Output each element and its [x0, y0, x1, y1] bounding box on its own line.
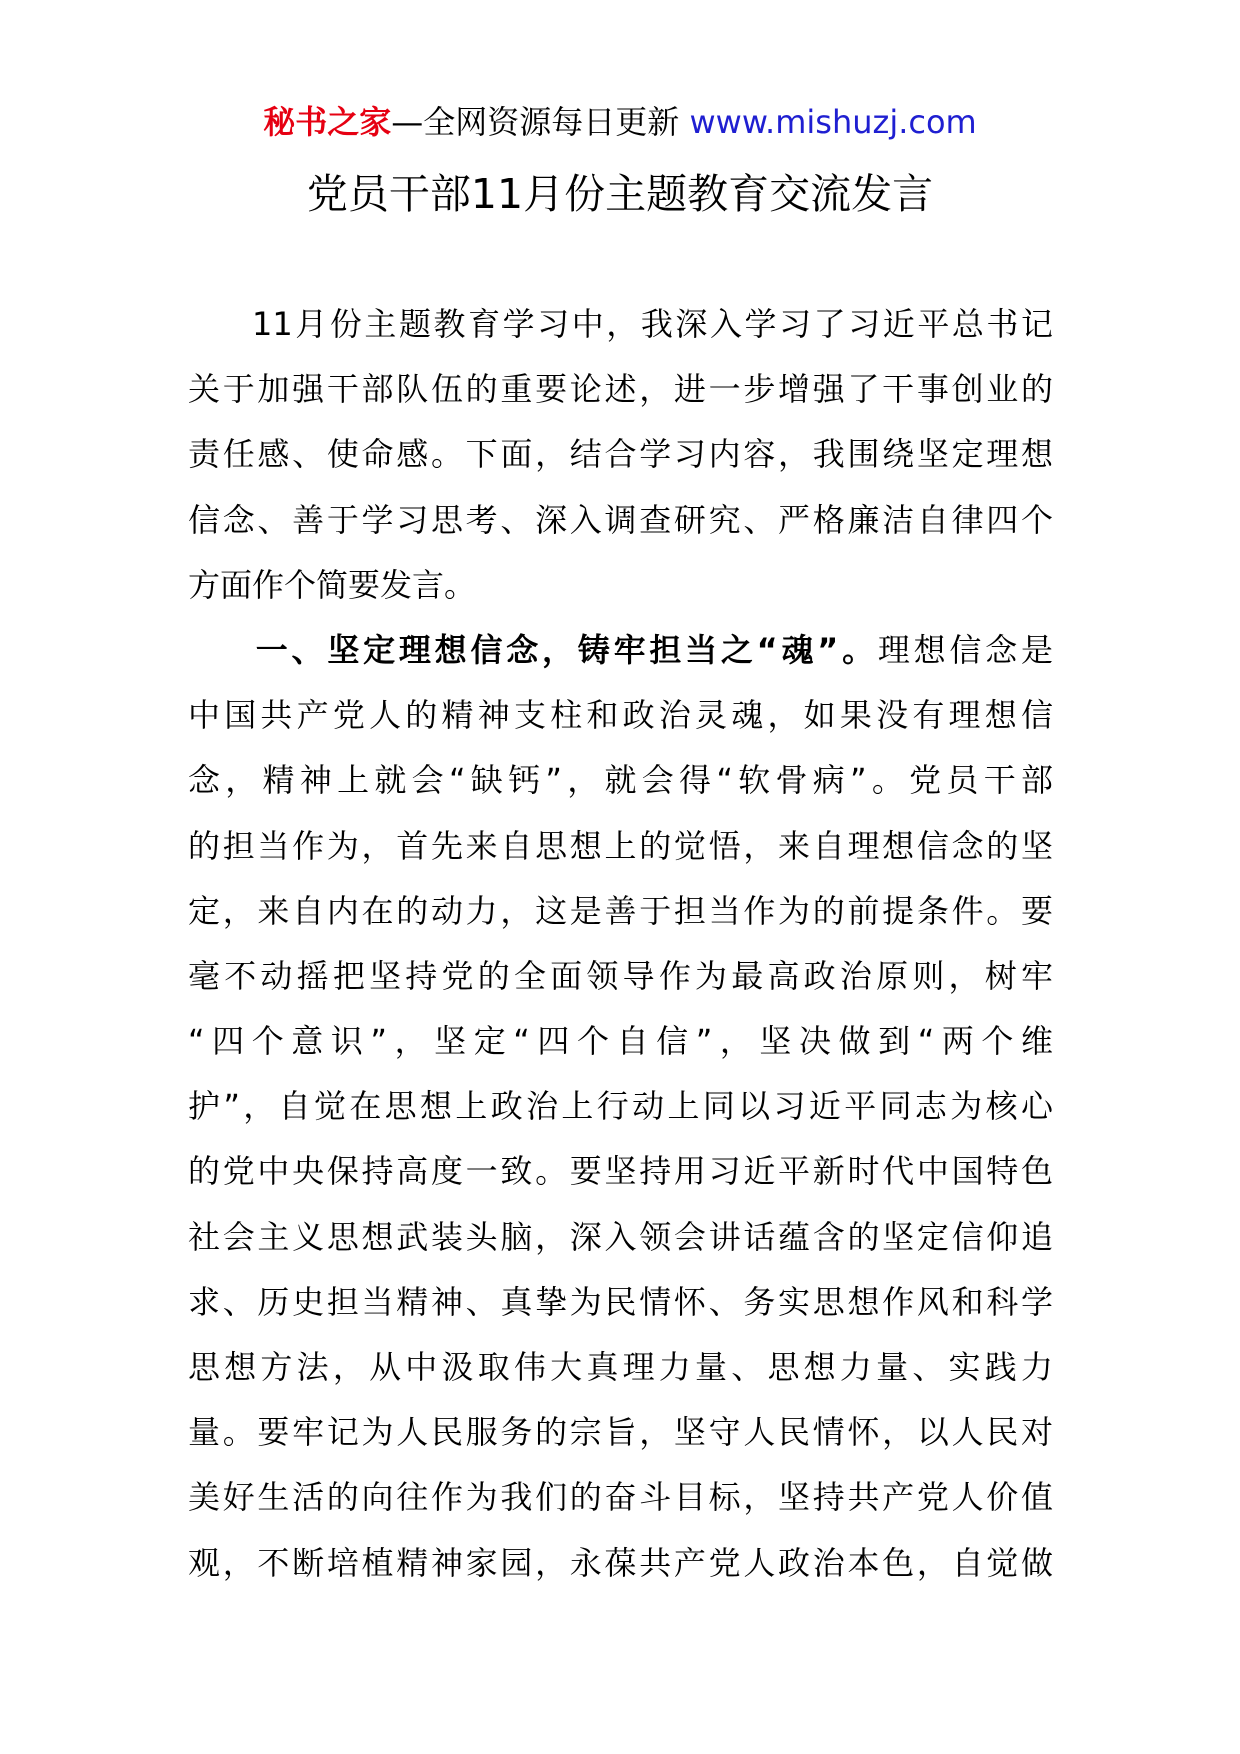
section-heading: 一、坚定理想信念，铸牢担当之“魂”。: [252, 630, 878, 669]
paragraph-line: 责任感、使命感。下面，结合学习内容，我围绕坚定理想: [188, 435, 1053, 474]
paragraph-line: 11月份主题教育学习中，我深入学习了习近平总书记: [252, 305, 1053, 343]
paragraph-line: 求、历史担当精神、真挚为民情怀、务实思想作风和科学: [188, 1282, 1053, 1321]
paragraph-line: “四个意识”，坚定“四个自信”，坚决做到“两个维: [188, 1022, 1053, 1061]
document-title: 党员干部11月份主题教育交流发言: [306, 170, 934, 218]
paragraph-line: 美好生活的向往作为我们的奋斗目标，坚持共产党人价值: [188, 1478, 1053, 1517]
paragraph-line: 念，精神上就会“缺钙”，就会得“软骨病”。党员干部: [188, 761, 1053, 800]
paragraph-line: 定，来自内在的动力，这是善于担当作为的前提条件。要: [188, 891, 1053, 930]
section-heading-line: 一、坚定理想信念，铸牢担当之“魂”。理想信念是: [252, 630, 1053, 669]
paragraph-line: 量。要牢记为人民服务的宗旨，坚守人民情怀，以人民对: [188, 1413, 1053, 1452]
paragraph-line: 中国共产党人的精神支柱和政治灵魂，如果没有理想信: [188, 696, 1053, 735]
paragraph-line: 的担当作为，首先来自思想上的觉悟，来自理想信念的坚: [188, 826, 1053, 865]
paragraph-line: 社会主义思想武装头脑，深入领会讲话蕴含的坚定信仰追: [188, 1217, 1053, 1256]
paragraph-line: 方面作个简要发言。: [188, 565, 477, 604]
document-body: [188, 292, 1053, 1596]
site-url-link[interactable]: www.mishuzj.com: [689, 103, 977, 141]
paragraph-line: 思想方法，从中汲取伟大真理力量、思想力量、实践力: [188, 1348, 1053, 1386]
brand-name: 秘书之家: [263, 103, 392, 141]
header-tagline: —全网资源每日更新: [391, 103, 690, 141]
paragraph-line: 的党中央保持高度一致。要坚持用习近平新时代中国特色: [188, 1152, 1053, 1191]
site-header: [0, 98, 1240, 146]
paragraph-line: 护”，自觉在思想上政治上行动上同以习近平同志为核心: [188, 1087, 1053, 1126]
paragraph-line: 信念、善于学习思考、深入调查研究、严格廉洁自律四个: [188, 500, 1053, 539]
paragraph-line: 观，不断培植精神家园，永葆共产党人政治本色，自觉做: [188, 1543, 1053, 1582]
paragraph-line: 毫不动摇把坚持党的全面领导作为最高政治原则，树牢: [188, 956, 1053, 995]
paragraph-line: 关于加强干部队伍的重要论述，进一步增强了干事创业的: [188, 370, 1053, 409]
